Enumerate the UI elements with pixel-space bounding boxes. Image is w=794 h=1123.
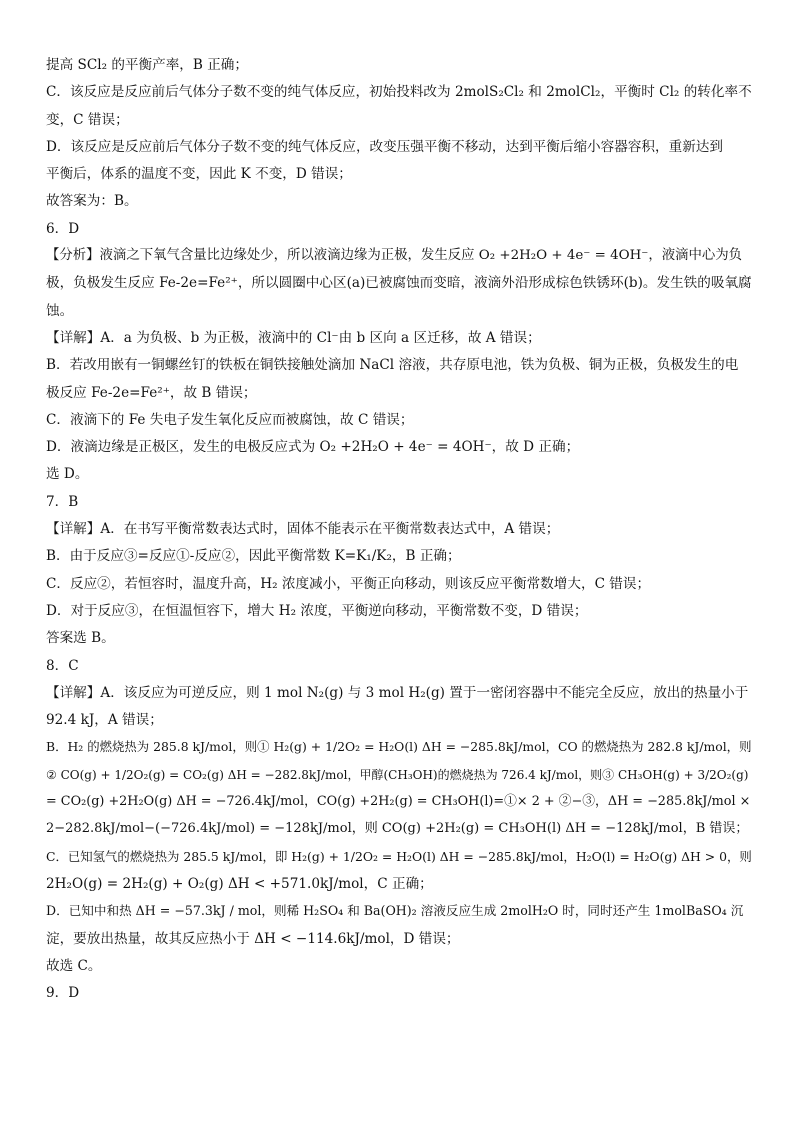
text-line: ② CO(g) + 1/2O₂(g) = CO₂(g) ΔH = −282.8kJ/mol，甲醇(CH₃OH)的燃烧热为 726.4 kJ/mol，则③ CH₃OH(g) + 3/2O₂(g) bbox=[46, 767, 749, 782]
text-line: 答案选 B。 bbox=[46, 630, 115, 647]
text-line: 【分析】液滴之下氧气含量比边缘处少，所以液滴边缘为正极，发生反应 O₂ +2H₂O + 4e⁻ = 4OH⁻，液滴中心为负 bbox=[46, 248, 743, 264]
text-line: 变，C 错误； bbox=[46, 111, 129, 128]
text-line: C．液滴下的 Fe 失电子发生氧化反应而被腐蚀，故 C 错误； bbox=[46, 411, 414, 428]
text-line: D．对于反应③，在恒温恒容下，增大 H₂ 浓度，平衡逆向移动，平衡常数不变，D 错误； bbox=[46, 602, 588, 619]
text-line: 【详解】A．在书写平衡常数表达式时，固体不能表示在平衡常数表达式中，A 错误； bbox=[46, 521, 560, 538]
text-line: 2H₂O(g) = 2H₂(g) + O₂(g) ΔH < +571.0kJ/mol，C 正确； bbox=[46, 875, 433, 892]
text-line: 选 D。 bbox=[46, 466, 89, 483]
text-line: B．H₂ 的燃烧热为 285.8 kJ/mol，则① H₂(g) + 1/2O₂ = H₂O(l) ΔH = −285.8kJ/mol，CO 的燃烧热为 282.8 kJ/mol，则 bbox=[46, 739, 752, 755]
question-number: 6．D bbox=[46, 220, 80, 237]
text-line: 提高 SCl₂ 的平衡产率，B 正确； bbox=[46, 57, 248, 73]
text-line: B．若改用嵌有一铜螺丝钉的铁板在铜铁接触处滴加 NaCl 溶液，共存原电池，铁为负极、铜为正极，负极发生的电 bbox=[46, 357, 739, 374]
text-line: 极，负极发生反应 Fe-2e=Fe²⁺，所以圆圈中心区(a)已被腐蚀而变暗，液滴外沿形成棕色铁锈环(b)。发生铁的吸氧腐 bbox=[46, 275, 752, 292]
text-line: 淀，要放出热量，故其反应热小于 ΔH < −114.6kJ/mol，D 错误； bbox=[46, 930, 460, 947]
text-line: 【详解】A．a 为负极、b 为正极，液滴中的 Cl⁻由 b 区向 a 区迁移，故 A 错误； bbox=[46, 329, 541, 346]
text-line: D．已知中和热 ΔH = −57.3kJ / mol，则稀 H₂SO₄ 和 Ba(OH)₂ 溶液反应生成 2molH₂O 时，同时还产生 1molBaSO₄ 沉 bbox=[46, 903, 744, 919]
text-line: C．该反应是反应前后气体分子数不变的纯气体反应，初始投料改为 2molS₂Cl₂ 和 2molCl₂，平衡时 Cl₂ 的转化率不 bbox=[46, 84, 752, 101]
text-line: 【详解】A．该反应为可逆反应，则 1 mol N₂(g) 与 3 mol H₂(g) 置于一密闭容器中不能完全反应，放出的热量小于 bbox=[46, 684, 749, 701]
document-page bbox=[46, 55, 752, 1010]
text-line: 极反应 Fe-2e=Fe²⁺，故 B 错误； bbox=[46, 384, 257, 401]
text-line: B．由于反应③=反应①-反应②，因此平衡常数 K=K₁/K₂，B 正确； bbox=[46, 548, 461, 565]
text-line: D．液滴边缘是正极区，发生的电极反应式为 O₂ +2H₂O + 4e⁻ = 4OH⁻，故 D 正确； bbox=[46, 439, 580, 456]
text-line: 故答案为：B。 bbox=[46, 193, 138, 210]
text-line: 2−282.8kJ/mol−(−726.4kJ/mol) = −128kJ/mol，则 CO(g) +2H₂(g) = CH₃OH(l) ΔH = −128kJ/mol，B 错误； bbox=[46, 821, 749, 837]
question-number: 7．B bbox=[46, 493, 79, 510]
text-line: 故选 C。 bbox=[46, 957, 102, 974]
question-number: 9．D bbox=[46, 985, 80, 1002]
text-line: D．该反应是反应前后气体分子数不变的纯气体反应，改变压强平衡不移动，达到平衡后缩小容器容积，重新达到 bbox=[46, 138, 723, 155]
question-number: 8．C bbox=[46, 657, 79, 674]
text-line: C．反应②，若恒容时，温度升高，H₂ 浓度减小，平衡正向移动，则该反应平衡常数增大，C 错误； bbox=[46, 575, 651, 592]
text-line: 92.4 kJ，A 错误； bbox=[46, 712, 163, 729]
text-line: 平衡后，体系的温度不变，因此 K 不变，D 错误； bbox=[46, 166, 352, 183]
text-line: C．已知氢气的燃烧热为 285.5 kJ/mol，即 H₂(g) + 1/2O₂ = H₂O(l) ΔH = −285.8kJ/mol，H₂O(l) = H₂O(g) ΔH > 0，则 bbox=[46, 848, 752, 864]
text-line: = CO₂(g) +2H₂O(g) ΔH = −726.4kJ/mol，CO(g) +2H₂(g) = CH₃OH(l)=①× 2 + ②−③，ΔH = −285.8kJ/mol × bbox=[46, 794, 751, 810]
text-line: 蚀。 bbox=[46, 302, 74, 319]
